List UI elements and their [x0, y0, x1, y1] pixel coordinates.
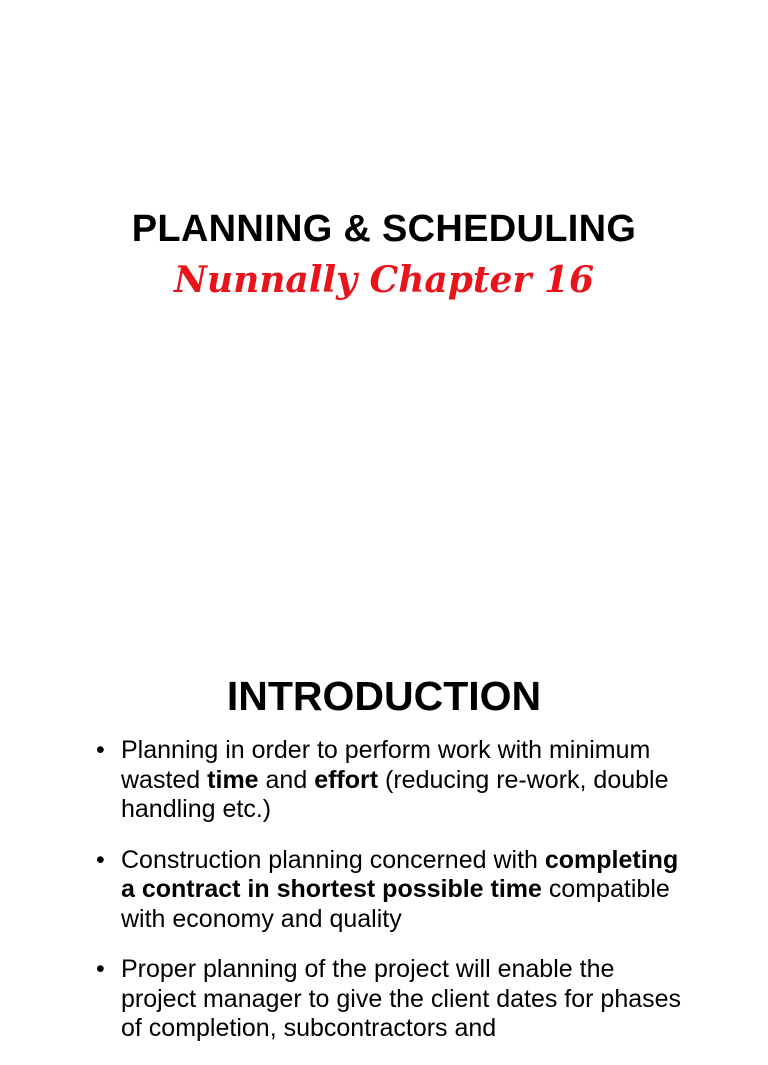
bullet-text: Construction planning concerned with — [121, 845, 545, 874]
slide-title: PLANNING & SCHEDULING — [131, 208, 637, 250]
bullet-dot-icon: • — [96, 736, 105, 764]
bullet-dot-icon: • — [96, 955, 105, 983]
bullet-text: Planning in order to perform work with minimum wasted — [121, 736, 651, 794]
bullet-list — [96, 736, 696, 1065]
bullet-text: compatible with economy and quality — [121, 875, 670, 933]
bullet-text: and — [258, 765, 315, 794]
bullet-emphasis: time — [207, 765, 259, 794]
bullet-item — [96, 736, 696, 825]
bullet-text: (reducing re-work, double handling etc.) — [121, 765, 669, 823]
slide-subtitle: Nunnally Chapter 16 — [173, 259, 594, 301]
introduction-heading: INTRODUCTION — [226, 673, 542, 719]
introduction-slide — [0, 512, 768, 1042]
bullet-item — [96, 846, 696, 935]
title-slide — [0, 0, 768, 512]
bullet-emphasis: completing a contract in shortest possible time — [121, 845, 679, 903]
bullet-emphasis: effort — [314, 765, 379, 794]
bullet-item — [96, 955, 696, 1044]
bullet-dot-icon: • — [96, 845, 105, 874]
bullet-text: Proper planning of the project will enable the project manager to give the client dates for phases of completion, subcontractors and — [121, 955, 682, 1042]
